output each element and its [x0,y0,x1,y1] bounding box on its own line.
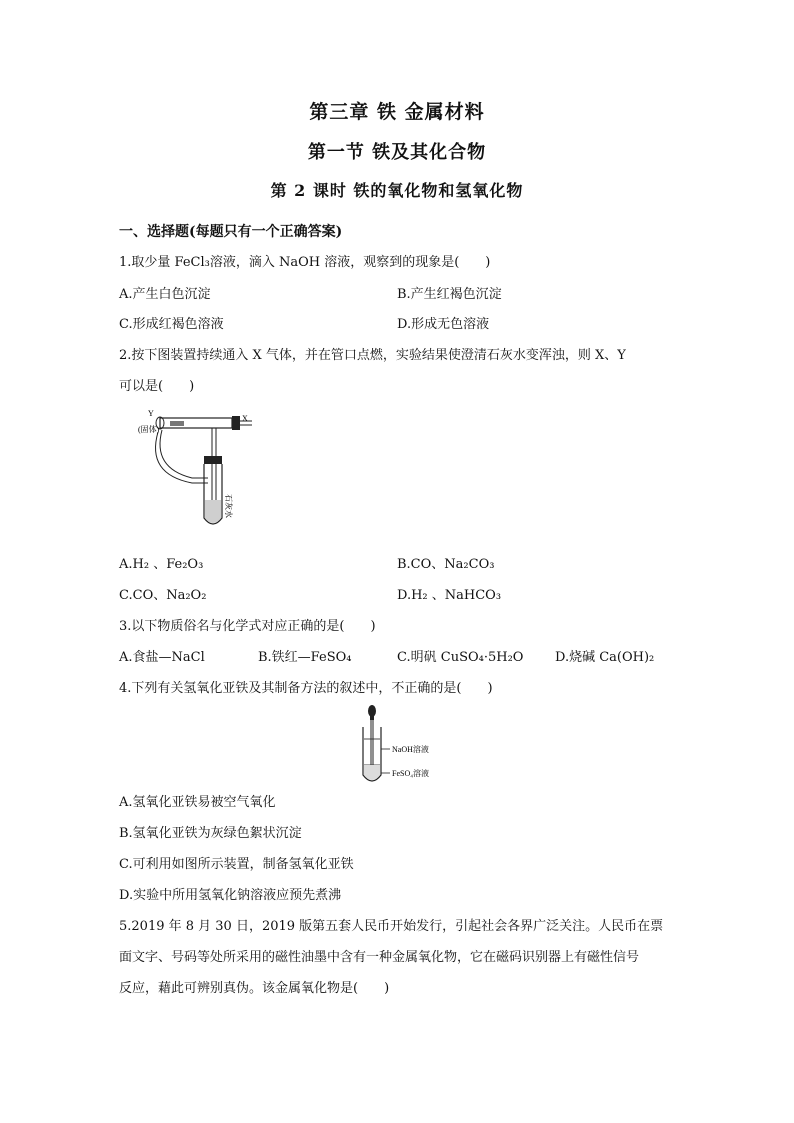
q3-option-a: A.食盐—NaCl [119,650,205,665]
q1-option-d: D.形成无色溶液 [397,317,490,332]
q1-stem: 1.取少量 FeCl₃溶液，滴入 NaOH 溶液，观察到的现象是( ) [119,255,491,270]
q2-stem-line1: 2.按下图装置持续通入 X 气体，并在管口点燃，实验结果使澄清石灰水变浑浊，则 X、Y [119,348,626,363]
q1-option-c: C.形成红褐色溶液 [119,317,224,332]
section-title: 第一节 铁及其化合物 [307,142,487,163]
q1-option-a: A.产生白色沉淀 [119,287,211,302]
q4-option-b: B.氢氧化亚铁为灰绿色絮状沉淀 [119,826,302,841]
q4-apparatus-figure [355,705,445,787]
q3-stem: 3.以下物质俗名与化学式对应正确的是( ) [119,619,376,634]
q5-stem-line1: 5.2019 年 8 月 30 日，2019 版第五套人民币开始发行，引起社会各界广泛关注。人民币在票 [119,919,664,934]
q2-figure-label-solid: (固体) [138,425,160,434]
q2-option-c: C.CO、Na₂O₂ [119,588,207,603]
q3-option-d: D.烧碱 Ca(OH)₂ [555,650,655,665]
q5-stem-line3: 反应，藉此可辨别真伪。该金属氧化物是( ) [119,981,390,996]
q2-figure-label-limewater: 石灰水 [224,494,233,518]
q2-stem-line2: 可以是( ) [119,379,195,394]
q4-figure-label-naoh: NaOH溶液 [392,745,429,754]
part1-title: 一、选择题(每题只有一个正确答案) [119,224,343,240]
q2-figure-label-x: X [242,414,248,423]
q2-figure-label-y: Y [148,409,154,418]
q4-figure-label-feso4: FeSO₄溶液 [392,769,430,778]
q4-option-c: C.可利用如图所示装置，制备氢氧化亚铁 [119,857,354,872]
q3-option-c: C.明矾 CuSO₄·5H₂O [397,650,524,665]
q1-option-b: B.产生红褐色沉淀 [397,287,502,302]
q4-option-d: D.实验中所用氢氧化钠溶液应预先煮沸 [119,888,342,903]
chapter-title: 第三章 铁 金属材料 [309,101,485,123]
q2-apparatus-figure [140,408,260,533]
q2-option-d: D.H₂ 、NaHCO₃ [397,588,502,603]
q2-option-b: B.CO、Na₂CO₃ [397,557,495,572]
lesson-title: 第 2 课时 铁的氧化物和氢氧化物 [270,181,524,200]
q5-stem-line2: 面文字、号码等处所采用的磁性油墨中含有一种金属氧化物，它在磁码识别器上有磁性信号 [119,950,640,965]
q3-option-b: B.铁红—FeSO₄ [258,650,352,665]
q2-option-a: A.H₂ 、Fe₂O₃ [119,557,204,572]
q4-option-a: A.氢氧化亚铁易被空气氧化 [119,795,276,810]
q4-stem: 4.下列有关氢氧化亚铁及其制备方法的叙述中，不正确的是( ) [119,681,493,696]
